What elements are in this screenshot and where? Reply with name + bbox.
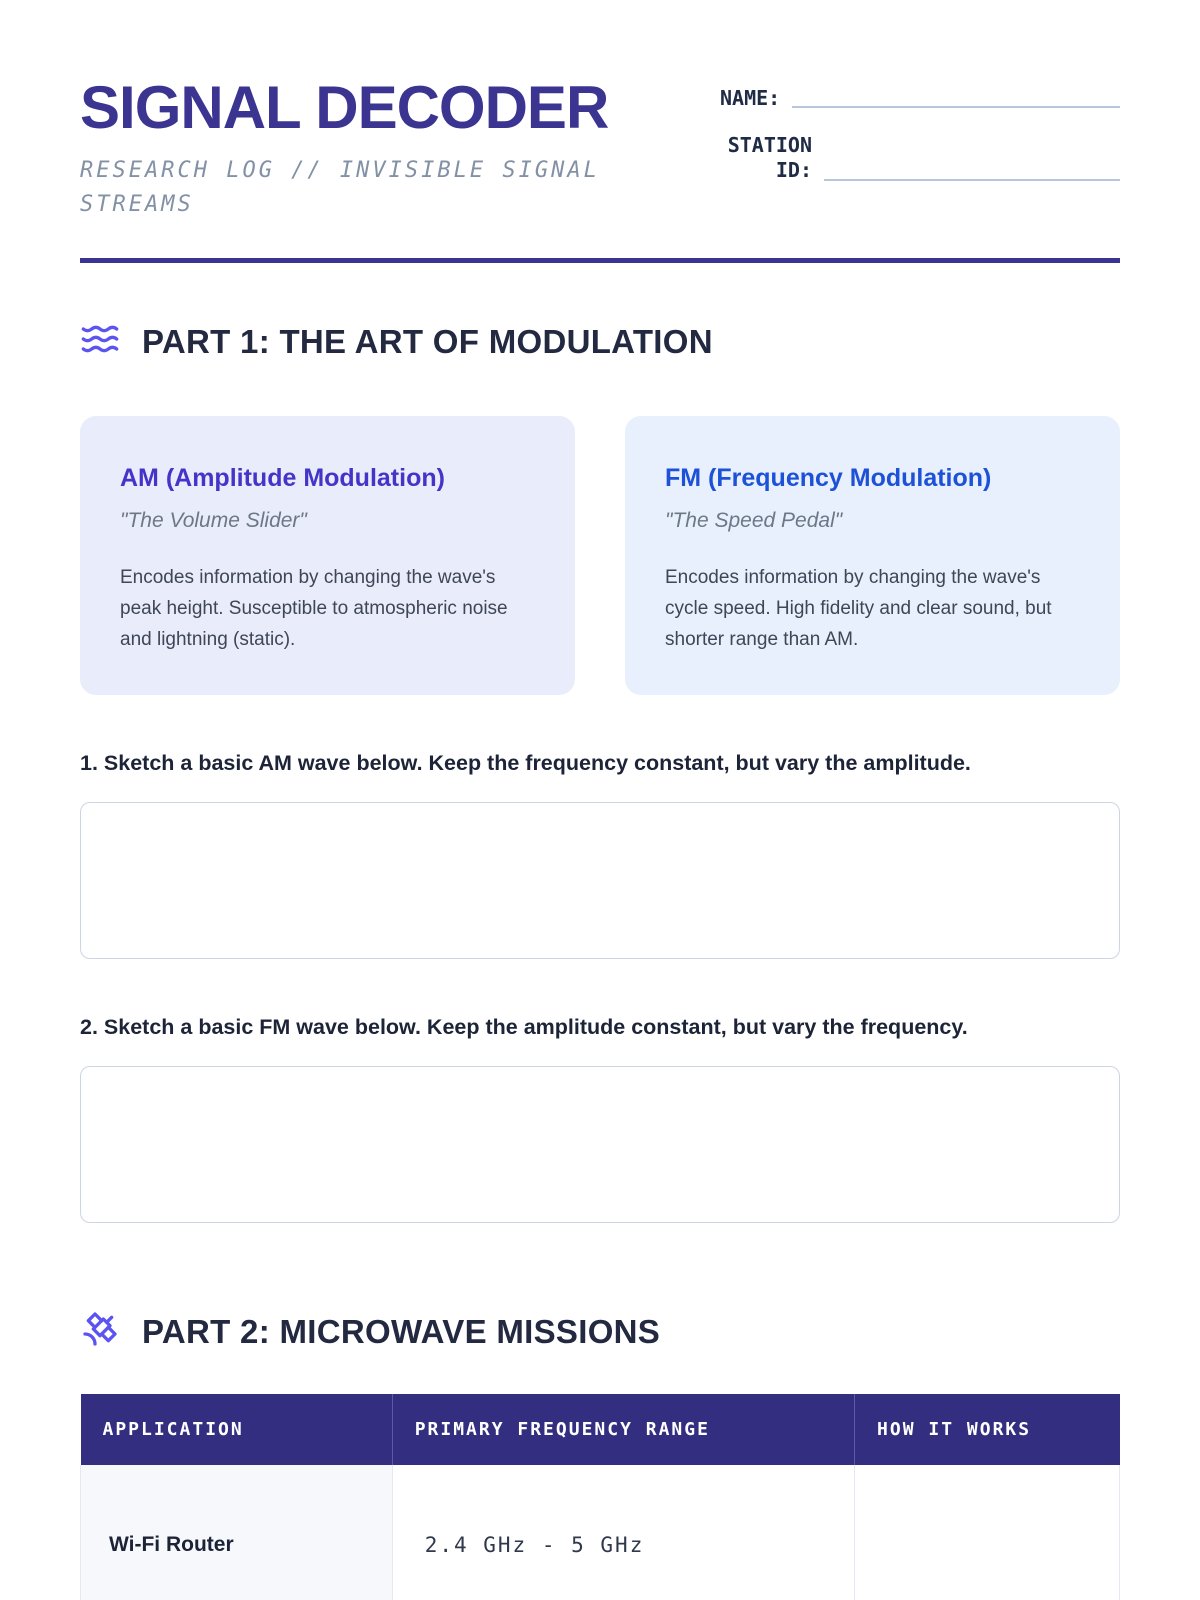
station-id-label: STATION ID: xyxy=(727,133,812,183)
part2-heading-row xyxy=(80,1309,1120,1354)
modulation-cards xyxy=(80,416,1120,695)
name-input-line[interactable] xyxy=(792,106,1120,108)
fm-card-title: FM (Frequency Modulation) xyxy=(665,464,992,493)
part1-title: PART 1: THE ART OF MODULATION xyxy=(142,322,713,360)
col-frequency-range: PRIMARY FREQUENCY RANGE xyxy=(392,1394,854,1465)
table-row xyxy=(81,1465,1120,1600)
fm-card xyxy=(625,416,1120,695)
cell-frequency: 2.4 GHz - 5 GHz xyxy=(392,1465,854,1600)
part1-heading-row xyxy=(80,319,1120,364)
am-sketch-area[interactable] xyxy=(80,802,1120,959)
fm-card-description: Encodes information by changing the wave's cycle speed. High fidelity and clear sound, but shorter range than AM. xyxy=(665,567,1052,650)
question-1: 1. Sketch a basic AM wave below. Keep the frequency constant, but vary the amplitude. xyxy=(80,751,971,776)
part2-title: PART 2: MICROWAVE MISSIONS xyxy=(142,1312,661,1350)
station-id-input-line[interactable] xyxy=(824,179,1120,181)
cell-application: Wi-Fi Router xyxy=(81,1465,393,1600)
name-label: NAME: xyxy=(720,86,781,110)
am-card-description: Encodes information by changing the wave's peak height. Susceptible to atmospheric noise and lightning (static). xyxy=(120,567,508,650)
doc-subtitle: RESEARCH LOG // INVISIBLE SIGNAL STREAMS xyxy=(80,158,600,218)
cell-how-it-works-blank[interactable] xyxy=(855,1465,1120,1600)
satellite-icon xyxy=(80,1309,120,1354)
question-2: 2. Sketch a basic FM wave below. Keep the amplitude constant, but vary the frequency. xyxy=(80,1015,968,1040)
doc-title: SIGNAL DECODER xyxy=(80,74,609,141)
waves-icon xyxy=(80,319,120,364)
col-application: APPLICATION xyxy=(81,1394,393,1465)
station-id-field xyxy=(720,133,1120,183)
am-card-title: AM (Amplitude Modulation) xyxy=(120,464,445,493)
header-divider xyxy=(80,258,1120,263)
page-header xyxy=(80,74,1120,222)
am-card-nickname: "The Volume Slider" xyxy=(120,509,307,533)
table-header-row xyxy=(81,1394,1120,1465)
am-card xyxy=(80,416,575,695)
name-field xyxy=(720,86,1120,111)
microwave-table xyxy=(80,1394,1120,1600)
fm-sketch-area[interactable] xyxy=(80,1066,1120,1223)
fm-card-nickname: "The Speed Pedal" xyxy=(665,509,843,533)
col-how-it-works: HOW IT WORKS xyxy=(855,1394,1120,1465)
